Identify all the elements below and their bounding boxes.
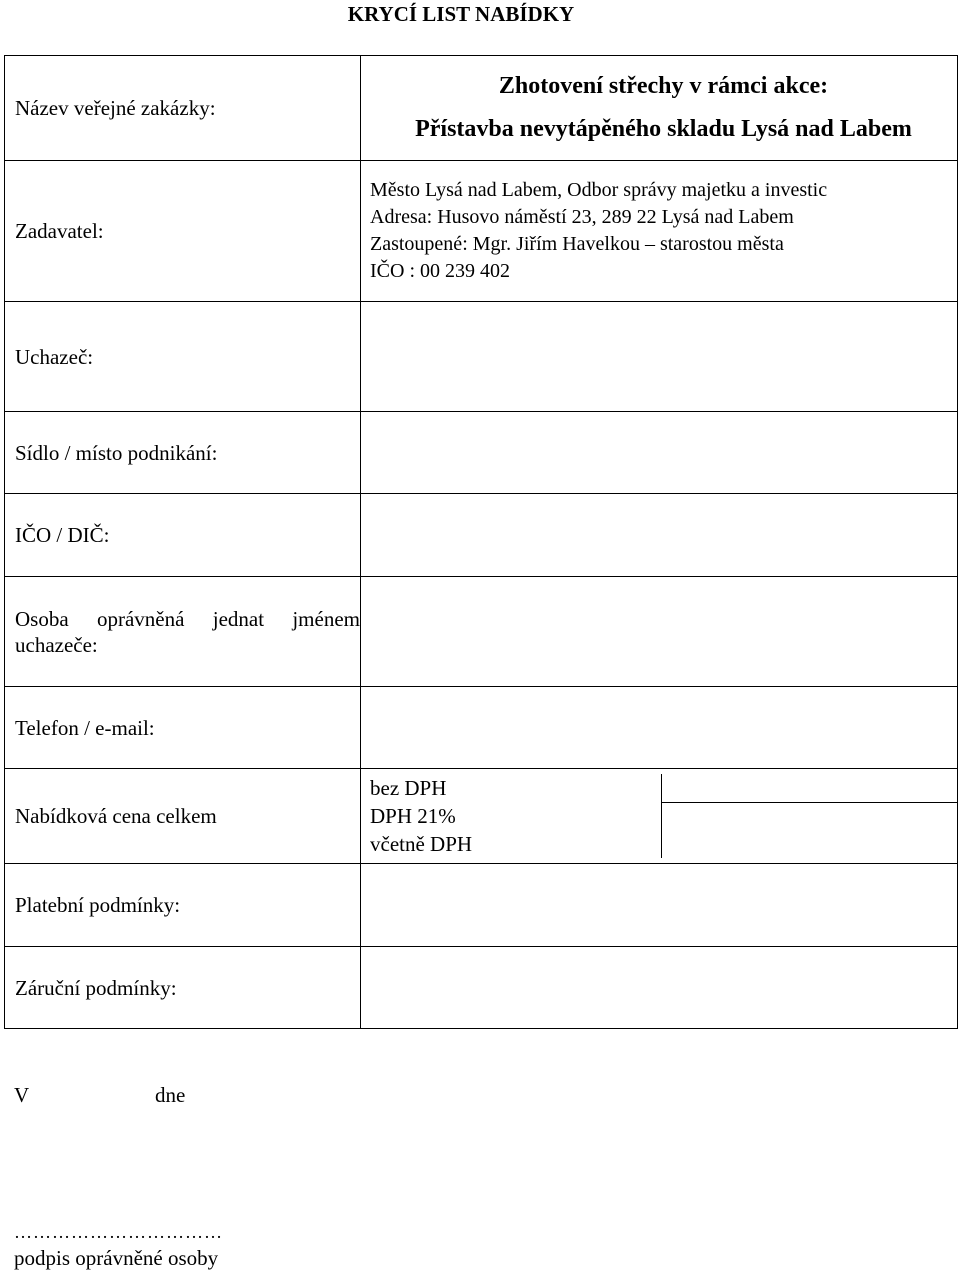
- project-name-line2: Přístavba nevytápěného skladu Lysá nad Labem: [415, 116, 912, 142]
- vat-label: DPH 21%: [370, 804, 456, 828]
- label-zadavatel: Zadavatel:: [5, 161, 361, 302]
- date-label: dne: [155, 1083, 186, 1107]
- row-uchazec: [5, 302, 958, 412]
- place-label: V: [14, 1083, 30, 1107]
- price-incl-vat-label: včetně DPH: [370, 832, 473, 856]
- input-telefon[interactable]: [361, 687, 958, 769]
- project-name-line1: Zhotovení střechy v rámci akce:: [498, 73, 829, 99]
- price-incl-vat-input[interactable]: [662, 802, 958, 858]
- zadavatel-ico: IČO : 00 239 402: [370, 260, 510, 282]
- price-excl-vat-label: bez DPH: [370, 776, 447, 800]
- row-sidlo: [5, 412, 958, 494]
- label-telefon: Telefon / e-mail:: [5, 687, 361, 769]
- input-ico-dic[interactable]: [361, 494, 958, 577]
- label-uchazec: Uchazeč:: [5, 302, 361, 412]
- row-cena: [5, 769, 958, 864]
- input-uchazec[interactable]: [361, 302, 958, 412]
- input-sidlo[interactable]: [361, 412, 958, 494]
- label-cena: Nabídková cena celkem: [5, 769, 361, 864]
- row-zarucni: [5, 947, 958, 1029]
- row-zadavatel: [5, 161, 958, 302]
- price-subtable: [361, 774, 957, 858]
- row-osoba: [5, 577, 958, 687]
- label-osoba: Osoba oprávněná jednat jménem uchazeče:: [5, 577, 361, 687]
- zadavatel-address: Adresa: Husovo náměstí 23, 289 22 Lysá nad Labem: [370, 206, 794, 228]
- price-excl-vat-input[interactable]: [662, 774, 958, 802]
- row-platebni: [5, 864, 958, 947]
- row-telefon: [5, 687, 958, 769]
- input-zarucni[interactable]: [361, 947, 958, 1029]
- document-title: KRYCÍ LIST NABÍDKY: [347, 2, 575, 26]
- zadavatel-representative: Zastoupené: Mgr. Jiřím Havelkou – starostou města: [370, 233, 784, 255]
- label-zarucni: Záruční podmínky:: [5, 947, 361, 1029]
- label-ico-dic: IČO / DIČ:: [5, 494, 361, 577]
- row-ico-dic: [5, 494, 958, 577]
- value-zakazka: [361, 56, 958, 161]
- value-cena: [361, 769, 958, 864]
- price-labels: [361, 774, 662, 858]
- input-osoba[interactable]: [361, 577, 958, 687]
- label-zakazka: Název veřejné zakázky:: [5, 56, 361, 161]
- value-zadavatel: [361, 161, 958, 302]
- cover-sheet-table: [4, 55, 958, 1029]
- row-zakazka: [5, 56, 958, 161]
- label-sidlo: Sídlo / místo podnikání:: [5, 412, 361, 494]
- signature-line: ……………………………: [14, 1222, 223, 1242]
- label-platebni: Platební podmínky:: [5, 864, 361, 947]
- signature-label: podpis oprávněné osoby: [14, 1246, 219, 1270]
- input-platebni[interactable]: [361, 864, 958, 947]
- zadavatel-name: Město Lysá nad Labem, Odbor správy majetku a investic: [370, 179, 828, 201]
